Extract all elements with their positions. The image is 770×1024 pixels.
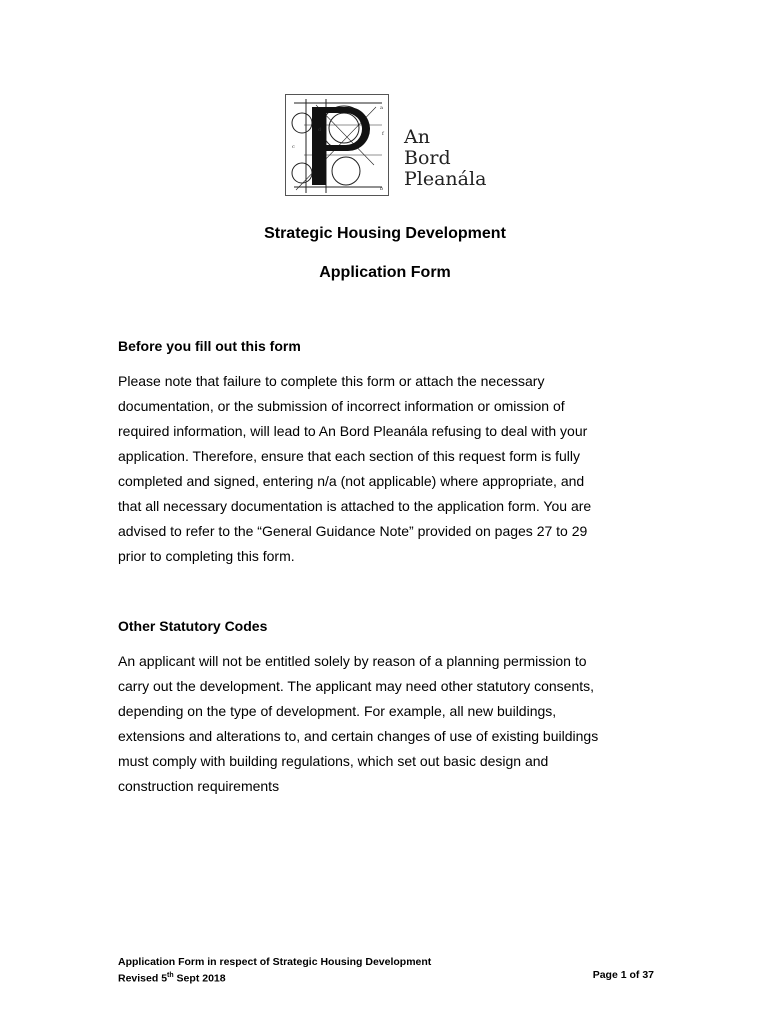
paragraph-line: An applicant will not be entitled solely by reason of a planning permission to <box>118 653 587 669</box>
svg-text:a: a <box>380 105 383 111</box>
logo-wordmark <box>404 127 486 190</box>
svg-text:c: c <box>292 144 295 150</box>
section-paragraph-before-fill <box>118 369 663 569</box>
logo-line-2: Bord <box>404 147 451 169</box>
paragraph-line: documentation, or the submission of incorrect information or omission of <box>118 398 565 414</box>
logo-line-1: An <box>404 126 430 148</box>
section-heading-statutory-codes: Other Statutory Codes <box>118 618 268 634</box>
paragraph-line: application. Therefore, ensure that each section of this request form is fully <box>118 448 580 464</box>
paragraph-line: Please note that failure to complete this form or attach the necessary <box>118 373 545 389</box>
paragraph-line: required information, will lead to An Bord Pleanála refusing to deal with your <box>118 423 588 439</box>
footer-revised-prefix: Revised 5 <box>118 972 168 985</box>
section-heading-before-fill: Before you fill out this form <box>118 338 301 354</box>
paragraph-line: must comply with building regulations, which set out basic design and <box>118 753 549 769</box>
paragraph-line: construction requirements <box>118 778 280 794</box>
paragraph-line: depending on the type of development. For example, all new buildings, <box>118 703 557 719</box>
section-paragraph-statutory-codes <box>118 649 663 799</box>
paragraph-line: advised to refer to the “General Guidance Note” provided on pages 27 to 29 <box>118 523 588 539</box>
footer-revised-suffix: Sept 2018 <box>173 972 226 985</box>
paragraph-line: prior to completing this form. <box>118 548 295 564</box>
footer-title: Application Form in respect of Strategic Housing Development <box>118 956 432 968</box>
document-title: Strategic Housing Development <box>264 225 506 242</box>
svg-text:f: f <box>382 131 384 137</box>
footer-revised-sup: th <box>167 972 174 979</box>
paragraph-line: carry out the development. The applicant may need other statutory consents, <box>118 678 595 694</box>
logo-emblem <box>285 94 389 196</box>
logo-line-3: Pleanála <box>404 168 487 190</box>
an-bord-pleanala-logo <box>285 94 493 198</box>
footer-revised <box>118 969 431 986</box>
paragraph-line: extensions and alterations to, and certain changes of use of existing buildings <box>118 728 599 744</box>
document-subtitle: Application Form <box>319 264 451 281</box>
page-number: Page 1 of 37 <box>592 969 654 981</box>
paragraph-line: that all necessary documentation is attached to the application form. You are <box>118 498 592 514</box>
svg-text:b: b <box>380 186 384 192</box>
paragraph-line: completed and signed, entering n/a (not applicable) where appropriate, and <box>118 473 585 489</box>
letter-p-drawing-icon <box>286 95 390 197</box>
svg-text:d: d <box>318 127 322 133</box>
page-footer <box>118 956 431 986</box>
